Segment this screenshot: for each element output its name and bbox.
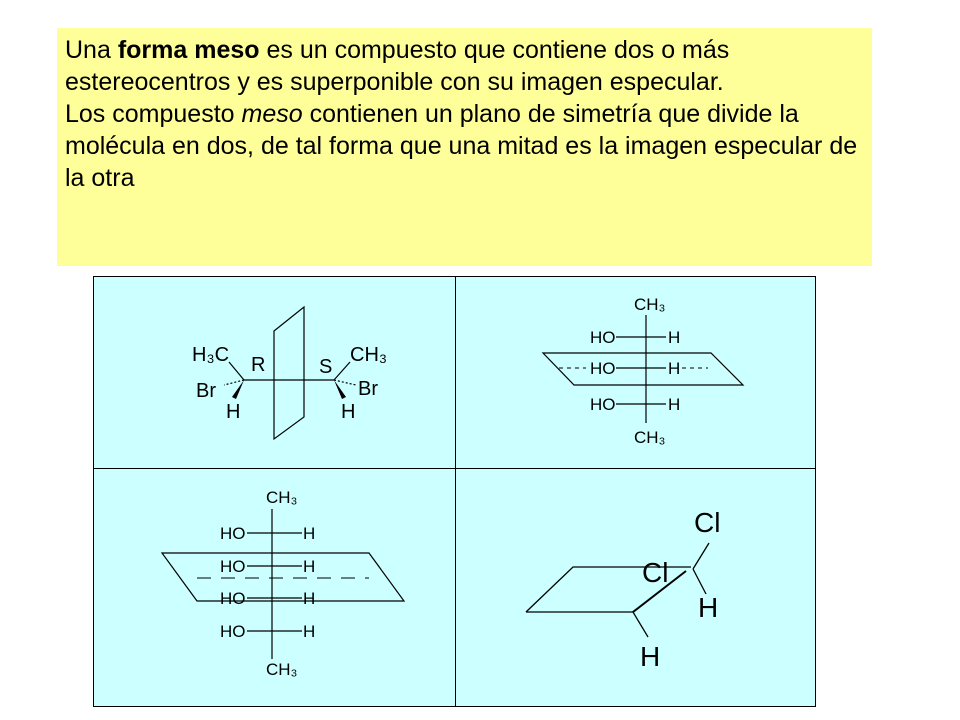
right-methyl-label: CH₃: [350, 344, 388, 366]
row3-left-label: HO: [590, 395, 616, 414]
top-methyl-label: CH₃: [634, 295, 666, 314]
symmetry-plane: [274, 307, 304, 439]
right-bromine-label: Br: [358, 378, 378, 400]
row3-right-label: H: [303, 589, 316, 608]
row1-left-label: HO: [220, 524, 246, 543]
panel-ring-structure: [456, 469, 817, 708]
symmetry-plane: [162, 553, 404, 601]
left-config-label: R: [251, 354, 266, 376]
middle-chlorine-label: Cl: [642, 557, 669, 588]
left-methyl-label: H₃C: [192, 344, 230, 366]
bottom-hydrogen-label: H: [640, 641, 661, 672]
bottom-methyl-label: CH₃: [634, 428, 666, 447]
row2-right-label: H: [303, 557, 316, 576]
definition-paragraph-2: Los compuesto meso contienen un plano de simetría que divide la molécula en dos, de tal forma que una mitad es la imagen especular de la otra: [65, 100, 858, 192]
row2-left-label: HO: [220, 557, 246, 576]
panel-wedge-structure: [94, 277, 455, 468]
row4-left-label: HO: [220, 622, 246, 641]
top-methyl-label: CH₃: [266, 488, 298, 507]
row3-left-label: HO: [220, 589, 246, 608]
row1-left-label: HO: [590, 328, 616, 347]
structures-grid: [93, 276, 816, 707]
left-bromine-label: Br: [196, 380, 216, 402]
row2-left-label: HO: [590, 359, 616, 378]
right-config-label: S: [319, 356, 333, 378]
left-hydrogen-label: H: [226, 401, 241, 423]
definition-box: [57, 28, 872, 266]
row4-right-label: H: [303, 622, 316, 641]
row2-right-label: H: [668, 359, 681, 378]
row1-right-label: H: [668, 328, 681, 347]
definition-paragraph-1: Una forma meso es un compuesto que contiene dos o más estereocentros y es superponible con su imagen especular.: [65, 36, 730, 96]
right-hydrogen-label: H: [698, 592, 719, 623]
row3-right-label: H: [668, 395, 681, 414]
bottom-methyl-label: CH₃: [266, 660, 298, 679]
symmetry-plane: [543, 353, 743, 385]
panel-fischer-3: [456, 277, 817, 468]
panel-fischer-4: [94, 469, 455, 708]
top-chlorine-label: Cl: [694, 507, 721, 538]
row1-right-label: H: [303, 524, 316, 543]
right-hydrogen-label: H: [341, 401, 356, 423]
